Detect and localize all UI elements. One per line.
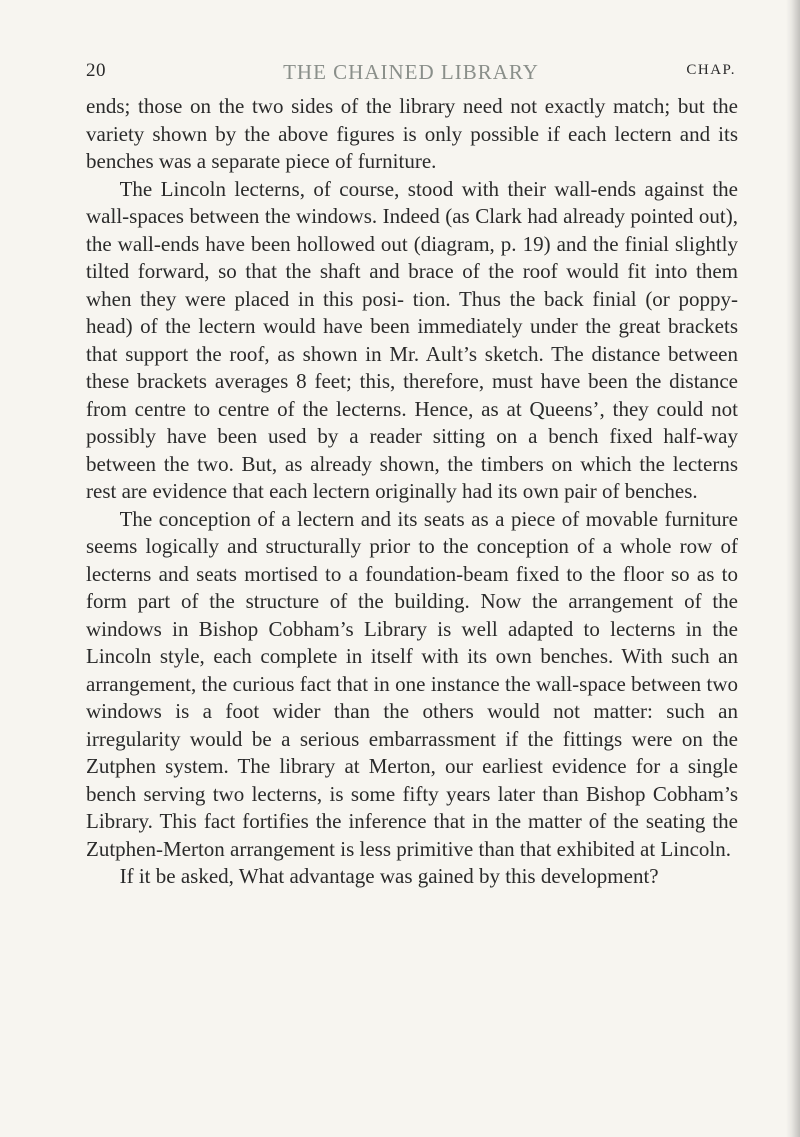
paragraph: The conception of a lectern and its seats as a piece of movable furniture seems logically and structurally prior to the conception of a whole row of lecterns and seats mortised to a foundation-beam fixed to the floor so as to form part of the structure of the building. Now the arrangement of the windows in Bishop Cobham’s Library is well adapted to lecterns in the Lincoln style, each complete in itself with its own benches. With such an arrangement, the curious fact that in one instance the wall-space between two windows is a foot wider than the others would not matter: such an irregularity would be a serious embarrassment if the fittings were on the Zutphen system. The library at Merton, our earliest evidence for a single bench serving two lecterns, is some fifty years later than Bishop Cobham’s Library. This fact fortifies the inference that in the matter of the seating the Zutphen-Merton arrangement is less primitive than that exhibited at Lincoln. [86, 506, 738, 861]
page-header [86, 60, 736, 88]
page-number: 20 [86, 60, 106, 81]
page-edge-shadow [786, 0, 800, 1137]
running-title: THE CHAINED LIBRARY [283, 60, 539, 84]
paragraph: If it be asked, What advantage was gained by this development? [119, 864, 659, 888]
paragraph: The Lincoln lecterns, of course, stood with their wall-ends against the wall-spaces between the windows. Indeed (as Clark had already pointed out), the wall-ends have been hollowed out (diagram, p. 19) and the finial slightly tilted forward, so that the shaft and brace of the roof would fit into them when they were placed in this posi- tion. Thus the back finial (or poppy-head) of the lectern would have been immediately under the great brackets that support the roof, as shown in Mr. Ault’s sketch. The distance between these brackets averages 8 feet; this, therefore, must have been the distance from centre to centre of the lecterns. Hence, as at Queens’, they could not possibly have been used by a reader sitting on a bench fixed half-way between the two. But, as already shown, the timbers on which the lecterns rest are evidence that each lectern originally had its own pair of benches. [86, 176, 738, 503]
body-text [86, 93, 738, 891]
chapter-label: CHAP. [686, 62, 736, 78]
paragraph-continued: ends; those on the two sides of the library need not exactly match; but the variety shown by the above figures is only possible if each lectern and its benches was a separate piece of furniture. [86, 94, 738, 173]
